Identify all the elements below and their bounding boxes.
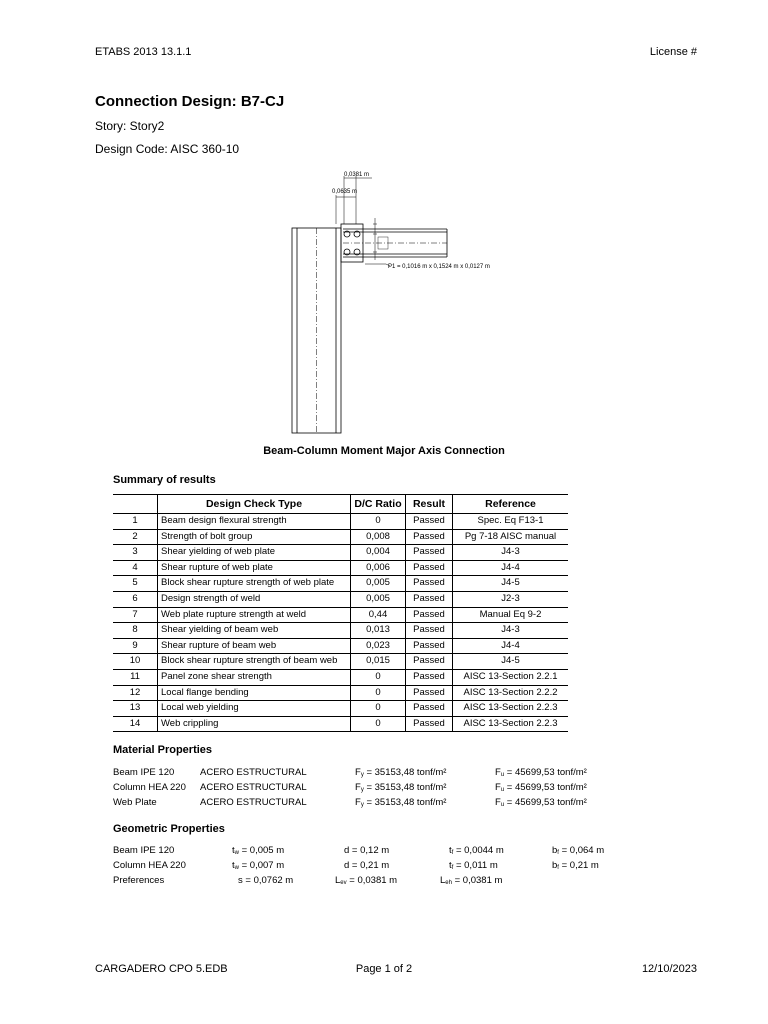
- result-cell: Passed: [406, 545, 453, 561]
- story-label: Story: Story2: [95, 119, 165, 133]
- geometric-d: d = 0,21 m: [344, 860, 390, 871]
- reference-cell: Spec. Eq F13-1: [453, 514, 569, 530]
- reference-cell: J2-3: [453, 591, 569, 607]
- material-element: Column HEA 220: [113, 782, 186, 793]
- geometric-tw: $t_w = 0,005$ m: [232, 845, 285, 856]
- result-cell: Passed: [406, 638, 453, 654]
- table-row: [113, 685, 568, 701]
- geometric-element: Column HEA 220: [113, 860, 186, 871]
- column-section: [292, 228, 341, 433]
- check-type-cell: Block shear rupture strength of beam web: [158, 654, 351, 670]
- table-row: [113, 701, 568, 717]
- result-cell: Passed: [406, 654, 453, 670]
- row-number-cell: 8: [113, 623, 158, 639]
- reference-cell: J4-4: [453, 638, 569, 654]
- row-number-cell: 10: [113, 654, 158, 670]
- check-type-cell: Shear rupture of beam web: [158, 638, 351, 654]
- check-type-cell: Design strength of weld: [158, 591, 351, 607]
- result-cell: Passed: [406, 514, 453, 530]
- row-number-cell: 13: [113, 701, 158, 717]
- row-number-cell: 12: [113, 685, 158, 701]
- dc-ratio-cell: 0,005: [351, 591, 406, 607]
- material-title: Material Properties: [113, 744, 213, 756]
- summary-table: [113, 494, 568, 732]
- check-type-cell: Shear yielding of web plate: [158, 545, 351, 561]
- result-cell: Passed: [406, 560, 453, 576]
- material-fu: $F_u = 45699,53$ tonf/m²: [495, 767, 587, 778]
- material-fu: $F_u = 45699,53$ tonf/m²: [495, 797, 587, 808]
- check-type-cell: Panel zone shear strength: [158, 669, 351, 685]
- reference-cell: Pg 7-18 AISC manual: [453, 529, 569, 545]
- dim-label-second: 0,0635 m: [332, 189, 358, 195]
- result-cell: Passed: [406, 591, 453, 607]
- beam-section: [343, 229, 447, 257]
- footer-date: 12/10/2023: [641, 963, 697, 975]
- table-row: [113, 638, 568, 654]
- preferences-lev: $L_{ev} = 0,0381$ m: [335, 875, 398, 886]
- col-result-header: Result: [406, 495, 453, 514]
- material-fy: $F_y = 35153,48$ tonf/m²: [355, 797, 447, 808]
- material-name: ACERO ESTRUCTURAL: [200, 767, 307, 778]
- dc-ratio-cell: 0: [351, 701, 406, 717]
- result-cell: Passed: [406, 607, 453, 623]
- table-row: [113, 529, 568, 545]
- plate-dimension-label: P1 = 0,1016 m x 0,1524 m x 0,0127 m: [388, 264, 490, 270]
- col-dc-ratio-header: D/C Ratio: [351, 495, 406, 514]
- reference-cell: AISC 13-Section 2.2.3: [453, 716, 569, 732]
- reference-cell: J4-5: [453, 654, 569, 670]
- reference-cell: J4-4: [453, 560, 569, 576]
- footer-filename: CARGADERO CPO 5.EDB: [95, 963, 228, 975]
- dc-ratio-cell: 0: [351, 716, 406, 732]
- geometric-d: d = 0,12 m: [344, 845, 390, 856]
- geometric-bf: $b_f = 0,21$ m: [552, 860, 599, 871]
- dc-ratio-cell: 0,015: [351, 654, 406, 670]
- table-row: [113, 607, 568, 623]
- row-number-cell: 9: [113, 638, 158, 654]
- preferences-label: Preferences: [113, 875, 165, 886]
- reference-cell: AISC 13-Section 2.2.2: [453, 685, 569, 701]
- reference-cell: Manual Eq 9-2: [453, 607, 569, 623]
- table-row: [113, 514, 568, 530]
- footer-page-number: Page 1 of 2: [355, 963, 413, 975]
- result-cell: Passed: [406, 669, 453, 685]
- dc-ratio-cell: 0,006: [351, 560, 406, 576]
- reference-cell: AISC 13-Section 2.2.3: [453, 701, 569, 717]
- software-version: ETABS 2013 13.1.1: [95, 46, 192, 58]
- table-row: [113, 545, 568, 561]
- material-element: Beam IPE 120: [113, 767, 175, 778]
- material-fy: $F_y = 35153,48$ tonf/m²: [355, 782, 447, 793]
- license-label: License #: [649, 46, 697, 58]
- geometric-title: Geometric Properties: [113, 823, 225, 835]
- row-number-cell: 5: [113, 576, 158, 592]
- preferences-spacing: s = 0,0762 m: [238, 875, 294, 886]
- table-row: [113, 623, 568, 639]
- col-check-type-header: Design Check Type: [158, 495, 351, 514]
- result-cell: Passed: [406, 623, 453, 639]
- material-name: ACERO ESTRUCTURAL: [200, 797, 307, 808]
- result-cell: Passed: [406, 685, 453, 701]
- summary-title: Summary of results: [113, 474, 216, 486]
- material-element: Web Plate: [113, 797, 157, 808]
- material-fu: $F_u = 45699,53$ tonf/m²: [495, 782, 587, 793]
- result-cell: Passed: [406, 716, 453, 732]
- result-cell: Passed: [406, 529, 453, 545]
- result-cell: Passed: [406, 576, 453, 592]
- dc-ratio-cell: 0: [351, 514, 406, 530]
- table-row: [113, 591, 568, 607]
- geometric-tf: $t_f = 0,0044$ m: [449, 845, 504, 856]
- col-number-header: [113, 495, 158, 514]
- row-number-cell: 3: [113, 545, 158, 561]
- design-code-label: Design Code: AISC 360-10: [95, 142, 240, 156]
- check-type-cell: Beam design flexural strength: [158, 514, 351, 530]
- row-number-cell: 14: [113, 716, 158, 732]
- reference-cell: J4-5: [453, 576, 569, 592]
- table-row: [113, 669, 568, 685]
- page-title: Connection Design: B7-CJ: [95, 93, 285, 110]
- result-cell: Passed: [406, 701, 453, 717]
- reference-cell: J4-3: [453, 623, 569, 639]
- check-type-cell: Shear yielding of beam web: [158, 623, 351, 639]
- row-number-cell: 6: [113, 591, 158, 607]
- dc-ratio-cell: 0,008: [351, 529, 406, 545]
- geometric-tf: $t_f = 0,011$ m: [449, 860, 498, 871]
- reference-cell: AISC 13-Section 2.2.1: [453, 669, 569, 685]
- check-type-cell: Strength of bolt group: [158, 529, 351, 545]
- reference-cell: J4-3: [453, 545, 569, 561]
- check-type-cell: Web plate rupture strength at weld: [158, 607, 351, 623]
- material-fy: $F_y = 35153,48$ tonf/m²: [355, 767, 447, 778]
- check-type-cell: Local flange bending: [158, 685, 351, 701]
- material-name: ACERO ESTRUCTURAL: [200, 782, 307, 793]
- geometric-bf: $b_f = 0,064$ m: [552, 845, 605, 856]
- table-row: [113, 654, 568, 670]
- preferences-leh: $L_{eh} = 0,0381$ m: [440, 875, 503, 886]
- geometric-element: Beam IPE 120: [113, 845, 175, 856]
- row-number-cell: 7: [113, 607, 158, 623]
- table-row: [113, 560, 568, 576]
- row-number-cell: 11: [113, 669, 158, 685]
- col-reference-header: Reference: [453, 495, 569, 514]
- drawing-caption: Beam-Column Moment Major Axis Connection: [263, 445, 505, 457]
- table-row: [113, 716, 568, 732]
- dc-ratio-cell: 0,013: [351, 623, 406, 639]
- dc-ratio-cell: 0: [351, 669, 406, 685]
- check-type-cell: Shear rupture of web plate: [158, 560, 351, 576]
- check-type-cell: Web crippling: [158, 716, 351, 732]
- summary-header-row: [113, 495, 568, 514]
- dc-ratio-cell: 0,005: [351, 576, 406, 592]
- geometric-tw: $t_w = 0,007$ m: [232, 860, 285, 871]
- row-number-cell: 1: [113, 514, 158, 530]
- check-type-cell: Local web yielding: [158, 701, 351, 717]
- dc-ratio-cell: 0,023: [351, 638, 406, 654]
- dc-ratio-cell: 0: [351, 685, 406, 701]
- dim-label-top: 0,0381 m: [344, 172, 370, 178]
- row-number-cell: 4: [113, 560, 158, 576]
- check-type-cell: Block shear rupture strength of web plate: [158, 576, 351, 592]
- connection-drawing: [280, 160, 520, 440]
- table-row: [113, 576, 568, 592]
- dc-ratio-cell: 0,004: [351, 545, 406, 561]
- dc-ratio-cell: 0,44: [351, 607, 406, 623]
- row-number-cell: 2: [113, 529, 158, 545]
